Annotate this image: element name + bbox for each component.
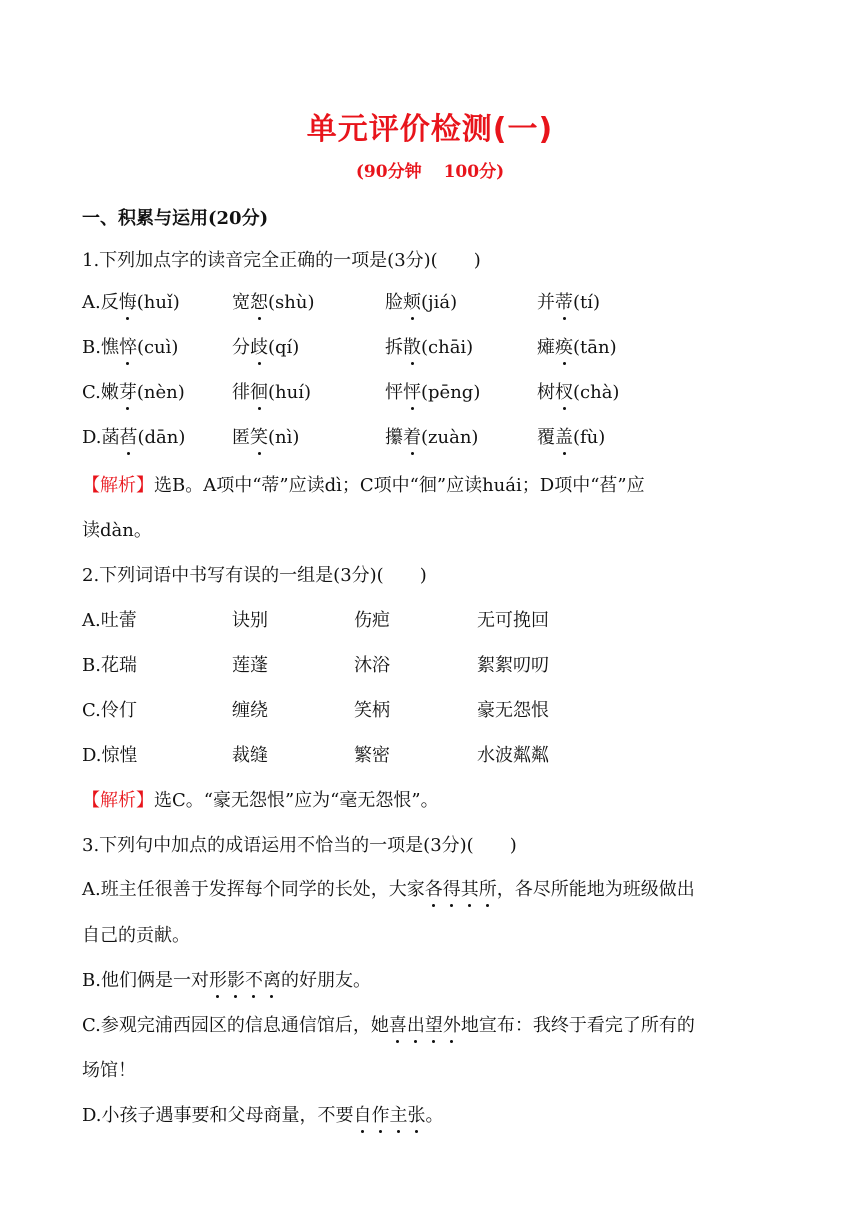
option-word: 笑柄 bbox=[354, 700, 390, 721]
question-3-option-a-cont: 自己的贡献。 bbox=[82, 925, 190, 946]
option-word: A.吐蕾 bbox=[82, 610, 137, 631]
question-1-stem: 1.下列加点字的读音完全正确的一项是(3分)( ) bbox=[82, 250, 481, 271]
option-word: 并蒂(tí) bbox=[537, 292, 601, 313]
option-word: 裁缝 bbox=[232, 745, 268, 766]
question-2-analysis bbox=[82, 789, 439, 813]
option-word: 瘫痪(tān) bbox=[537, 337, 617, 358]
option-word: B.花瑞 bbox=[82, 655, 137, 676]
question-1-analysis-cont: 读dàn。 bbox=[82, 520, 152, 541]
question-2-option-row bbox=[82, 654, 782, 678]
analysis-tag: 【解析】 bbox=[82, 475, 154, 496]
option-word: 宽恕(shù) bbox=[232, 292, 315, 313]
question-1-option-row bbox=[82, 381, 782, 405]
option-word: 繁密 bbox=[354, 745, 390, 766]
analysis-tag: 【解析】 bbox=[82, 790, 154, 811]
question-2-option-row bbox=[82, 744, 782, 768]
question-2-stem: 2.下列词语中书写有误的一组是(3分)( ) bbox=[82, 565, 427, 586]
option-word: D.惊惶 bbox=[82, 745, 138, 766]
question-1-analysis bbox=[82, 474, 645, 498]
option-word: 诀别 bbox=[232, 610, 268, 631]
option-word: 树杈(chà) bbox=[537, 382, 620, 403]
option-word: 拆散(chāi) bbox=[385, 337, 474, 358]
question-3-option-c-cont: 场馆！ bbox=[82, 1060, 136, 1081]
option-word: 沐浴 bbox=[354, 655, 390, 676]
analysis-text: 选B。A项中“蒂”应读dì；C项中“徊”应读huái；D项中“萏”应 bbox=[154, 475, 645, 496]
question-1-option-row bbox=[82, 336, 782, 360]
analysis-text: 选C。“豪无怨恨”应为“毫无怨恨”。 bbox=[154, 790, 439, 811]
option-word: C.嫩芽(nèn) bbox=[82, 382, 185, 403]
section-heading: 一、积累与运用(20分) bbox=[82, 208, 269, 229]
question-3-stem: 3.下列句中加点的成语运用不恰当的一项是(3分)( ) bbox=[82, 835, 517, 856]
option-word: C.伶仃 bbox=[82, 700, 137, 721]
question-3-option-c: C.参观完浦西园区的信息通信馆后，她喜出望外地宣布：我终于看完了所有的 bbox=[82, 1015, 695, 1036]
option-word: 脸颊(jiá) bbox=[385, 292, 458, 313]
question-3-option-a: A.班主任很善于发挥每个同学的长处，大家各得其所，各尽所能地为班级做出 bbox=[82, 879, 695, 900]
option-word: A.反悔(huǐ) bbox=[82, 292, 180, 313]
option-word: 豪无怨恨 bbox=[477, 700, 549, 721]
option-word: 絮絮叨叨 bbox=[477, 655, 549, 676]
option-word: 怦怦(pēng) bbox=[385, 382, 481, 403]
option-word: 无可挽回 bbox=[477, 610, 549, 631]
question-1-option-row bbox=[82, 291, 782, 315]
exam-score: 100分) bbox=[443, 162, 505, 182]
question-3-option-b: B.他们俩是一对形影不离的好朋友。 bbox=[82, 970, 371, 991]
page-subtitle bbox=[0, 157, 860, 182]
option-word: 莲蓬 bbox=[232, 655, 268, 676]
question-2-option-row bbox=[82, 699, 782, 723]
question-1-option-row bbox=[82, 426, 782, 450]
option-word: 匿笑(nì) bbox=[232, 427, 300, 448]
exam-time: (90分钟 bbox=[355, 162, 422, 182]
option-word: 伤疤 bbox=[354, 610, 390, 631]
option-word: 徘徊(huí) bbox=[232, 382, 311, 403]
question-3-option-d: D.小孩子遇事要和父母商量，不要自作主张。 bbox=[82, 1105, 444, 1126]
option-word: 缠绕 bbox=[232, 700, 268, 721]
page-title: 单元评价检测(一) bbox=[306, 112, 554, 147]
question-2-option-row bbox=[82, 609, 782, 633]
option-word: 分歧(qí) bbox=[232, 337, 300, 358]
option-word: D.菡萏(dān) bbox=[82, 427, 186, 448]
option-word: 覆盖(fù) bbox=[537, 427, 606, 448]
option-word: B.憔悴(cuì) bbox=[82, 337, 179, 358]
option-word: 水波粼粼 bbox=[477, 745, 549, 766]
option-word: 攥着(zuàn) bbox=[385, 427, 479, 448]
